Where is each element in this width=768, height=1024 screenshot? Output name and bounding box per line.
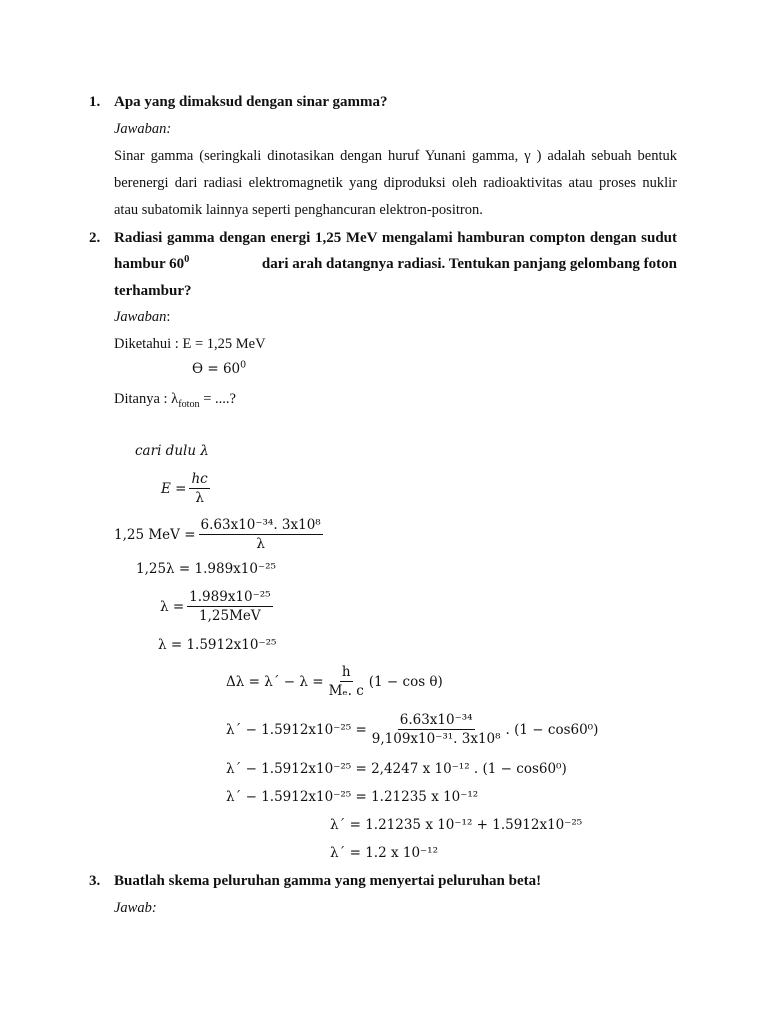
- q1-answer-line-1: Sinar gamma (seringkali dinotasikan dengan huruf Yunani gamma, γ ) adalah sebuah bentuk: [114, 148, 677, 164]
- math-compton-formula: Δλ = λ΄ − λ = $\frac{h}{\text{Mₑ. c}}$ (1 − cos θ): [226, 664, 443, 700]
- math-find-lambda: cari dulu λ: [135, 443, 209, 459]
- math-step-10: λ΄ = 1.2 x 10⁻¹²: [330, 845, 438, 861]
- q2-question-line-2-rest: dari arah datangnya radiasi. Tentukan panjang gelombang foton: [261, 256, 677, 272]
- math-step-3: λ = $\frac{\text{1.989x10⁻²⁵}}{\text{1,25MeV}}$: [160, 589, 271, 625]
- q1-number: 1.: [89, 94, 101, 110]
- q1-question: Apa yang dimaksud dengan sinar gamma?: [114, 94, 388, 110]
- math-step-4: λ = 1.5912x10⁻²⁵: [158, 637, 277, 653]
- q2-number: 2.: [89, 230, 101, 246]
- q2-angle-text: hambur $60^0$: [114, 254, 190, 272]
- math-step-7: λ΄ − 1.5912x10⁻²⁵ = 2,4247 x 10⁻¹² . (1 − cos60⁰): [226, 761, 567, 777]
- q2-asked: Ditanya : $\lambda_{foton}$ = ....?: [114, 391, 236, 410]
- q2-question-line-3: terhambur?: [114, 283, 192, 299]
- q2-answer-label: Jawaban:: [114, 309, 171, 325]
- math-step-8: λ΄ − 1.5912x10⁻²⁵ = 1.21235 x 10⁻¹²: [226, 789, 479, 805]
- q3-question: Buatlah skema peluruhan gamma yang menyertai peluruhan beta!: [114, 873, 542, 889]
- math-step-1: 1,25 MeV = $\frac{\text{6.63x10⁻³⁴. 3x10⁸}}{\lambda}$: [114, 517, 321, 553]
- q1-answer-label: Jawaban:: [114, 121, 172, 137]
- q3-number: 3.: [89, 873, 101, 889]
- q2-question-line-1: Radiasi gamma dengan energi 1,25 MeV mengalami hamburan compton dengan sudut: [114, 230, 677, 246]
- math-energy-formula: E = $\frac{hc}{\lambda}$: [161, 471, 208, 507]
- q3-answer-label: Jawab:: [114, 900, 157, 916]
- q2-theta: $ϴ = 60^0$: [192, 359, 247, 377]
- q1-answer-line-3: atau subatomik lainnya seperti penghancuran elektron-positron.: [114, 202, 483, 218]
- math-step-6: λ΄ − 1.5912x10⁻²⁵ = $\frac{\text{6.63x10⁻³⁴}}{\text{9,109x10⁻³¹. 3x10⁸}}$ . (1 − cos60⁰): [226, 712, 599, 748]
- math-step-9: λ΄ = 1.21235 x 10⁻¹² + 1.5912x10⁻²⁵: [330, 817, 583, 833]
- math-step-2: 1,25λ = 1.989x10⁻²⁵: [136, 561, 276, 577]
- q2-known: Diketahui : E = 1,25 MeV: [114, 336, 266, 352]
- q1-answer-line-2: berenergi dari radiasi elektromagnetik yang diproduksi oleh radioaktivitas atau proses nuklir: [114, 175, 677, 191]
- q2-question-line-2: [114, 256, 677, 273]
